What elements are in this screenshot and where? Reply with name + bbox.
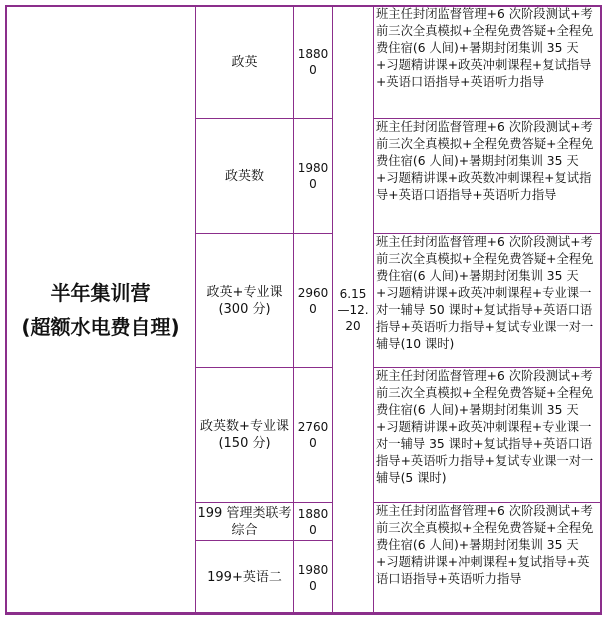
course-type: 政英 <box>196 6 294 119</box>
course-type: 政英+专业课(300 分) <box>196 234 294 368</box>
course-price: 18800 <box>294 503 333 541</box>
course-description: 班主任封闭监督管理+6 次阶段测试+考前三次全真模拟+全程免费答疑+全程免费住宿(6 人间)+暑期封闭集训 35 天+习题精讲课+政英冲刺课程+复试指导+英语口语指导+英语听力指导 <box>374 6 602 119</box>
course-price: 29600 <box>294 234 333 368</box>
course-price: 27600 <box>294 368 333 503</box>
course-description: 班主任封闭监督管理+6 次阶段测试+考前三次全真模拟+全程免费答疑+全程免费住宿(6 人间)+暑期封闭集训 35 天+习题精讲课+政英数冲刺课程+复试指导+英语口语指导+英语听力指导 <box>374 119 602 234</box>
course-type: 199 管理类联考综合 <box>196 503 294 541</box>
program-name: 半年集训营 <box>50 281 151 305</box>
course-type: 政英数 <box>196 119 294 234</box>
course-description: 班主任封闭监督管理+6 次阶段测试+考前三次全真模拟+全程免费答疑+全程免费住宿(6 人间)+暑期封闭集训 35 天+习题精讲课+政英冲刺课程+专业课一对一辅导 35 课时+复试指导+英语口语指导+英语听力指导+复试专业课一对一辅导(5 课时) <box>374 368 602 503</box>
program-note: (超额水电费自理) <box>21 315 180 339</box>
course-price: 18800 <box>294 6 333 119</box>
course-description: 班主任封闭监督管理+6 次阶段测试+考前三次全真模拟+全程免费答疑+全程免费住宿(6 人间)+暑期封闭集训 35 天+习题精讲课+政英冲刺课程+专业课一对一辅导 50 课时+复试指导+英语口语指导+英语听力指导+复试专业课一对一辅导(10 课时) <box>374 234 602 368</box>
course-type: 政英数+专业课(150 分) <box>196 368 294 503</box>
course-price: 19800 <box>294 119 333 234</box>
course-price: 19800 <box>294 541 333 615</box>
course-dates: 6.15—12.20 <box>333 6 374 615</box>
table-outer-border <box>5 5 602 614</box>
course-type: 199+英语二 <box>196 541 294 615</box>
course-description: 班主任封闭监督管理+6 次阶段测试+考前三次全真模拟+全程免费答疑+全程免费住宿(6 人间)+暑期封闭集训 35 天+习题精讲课+冲刺课程+复试指导+英语口语指导+英语听力指导 <box>374 503 602 615</box>
